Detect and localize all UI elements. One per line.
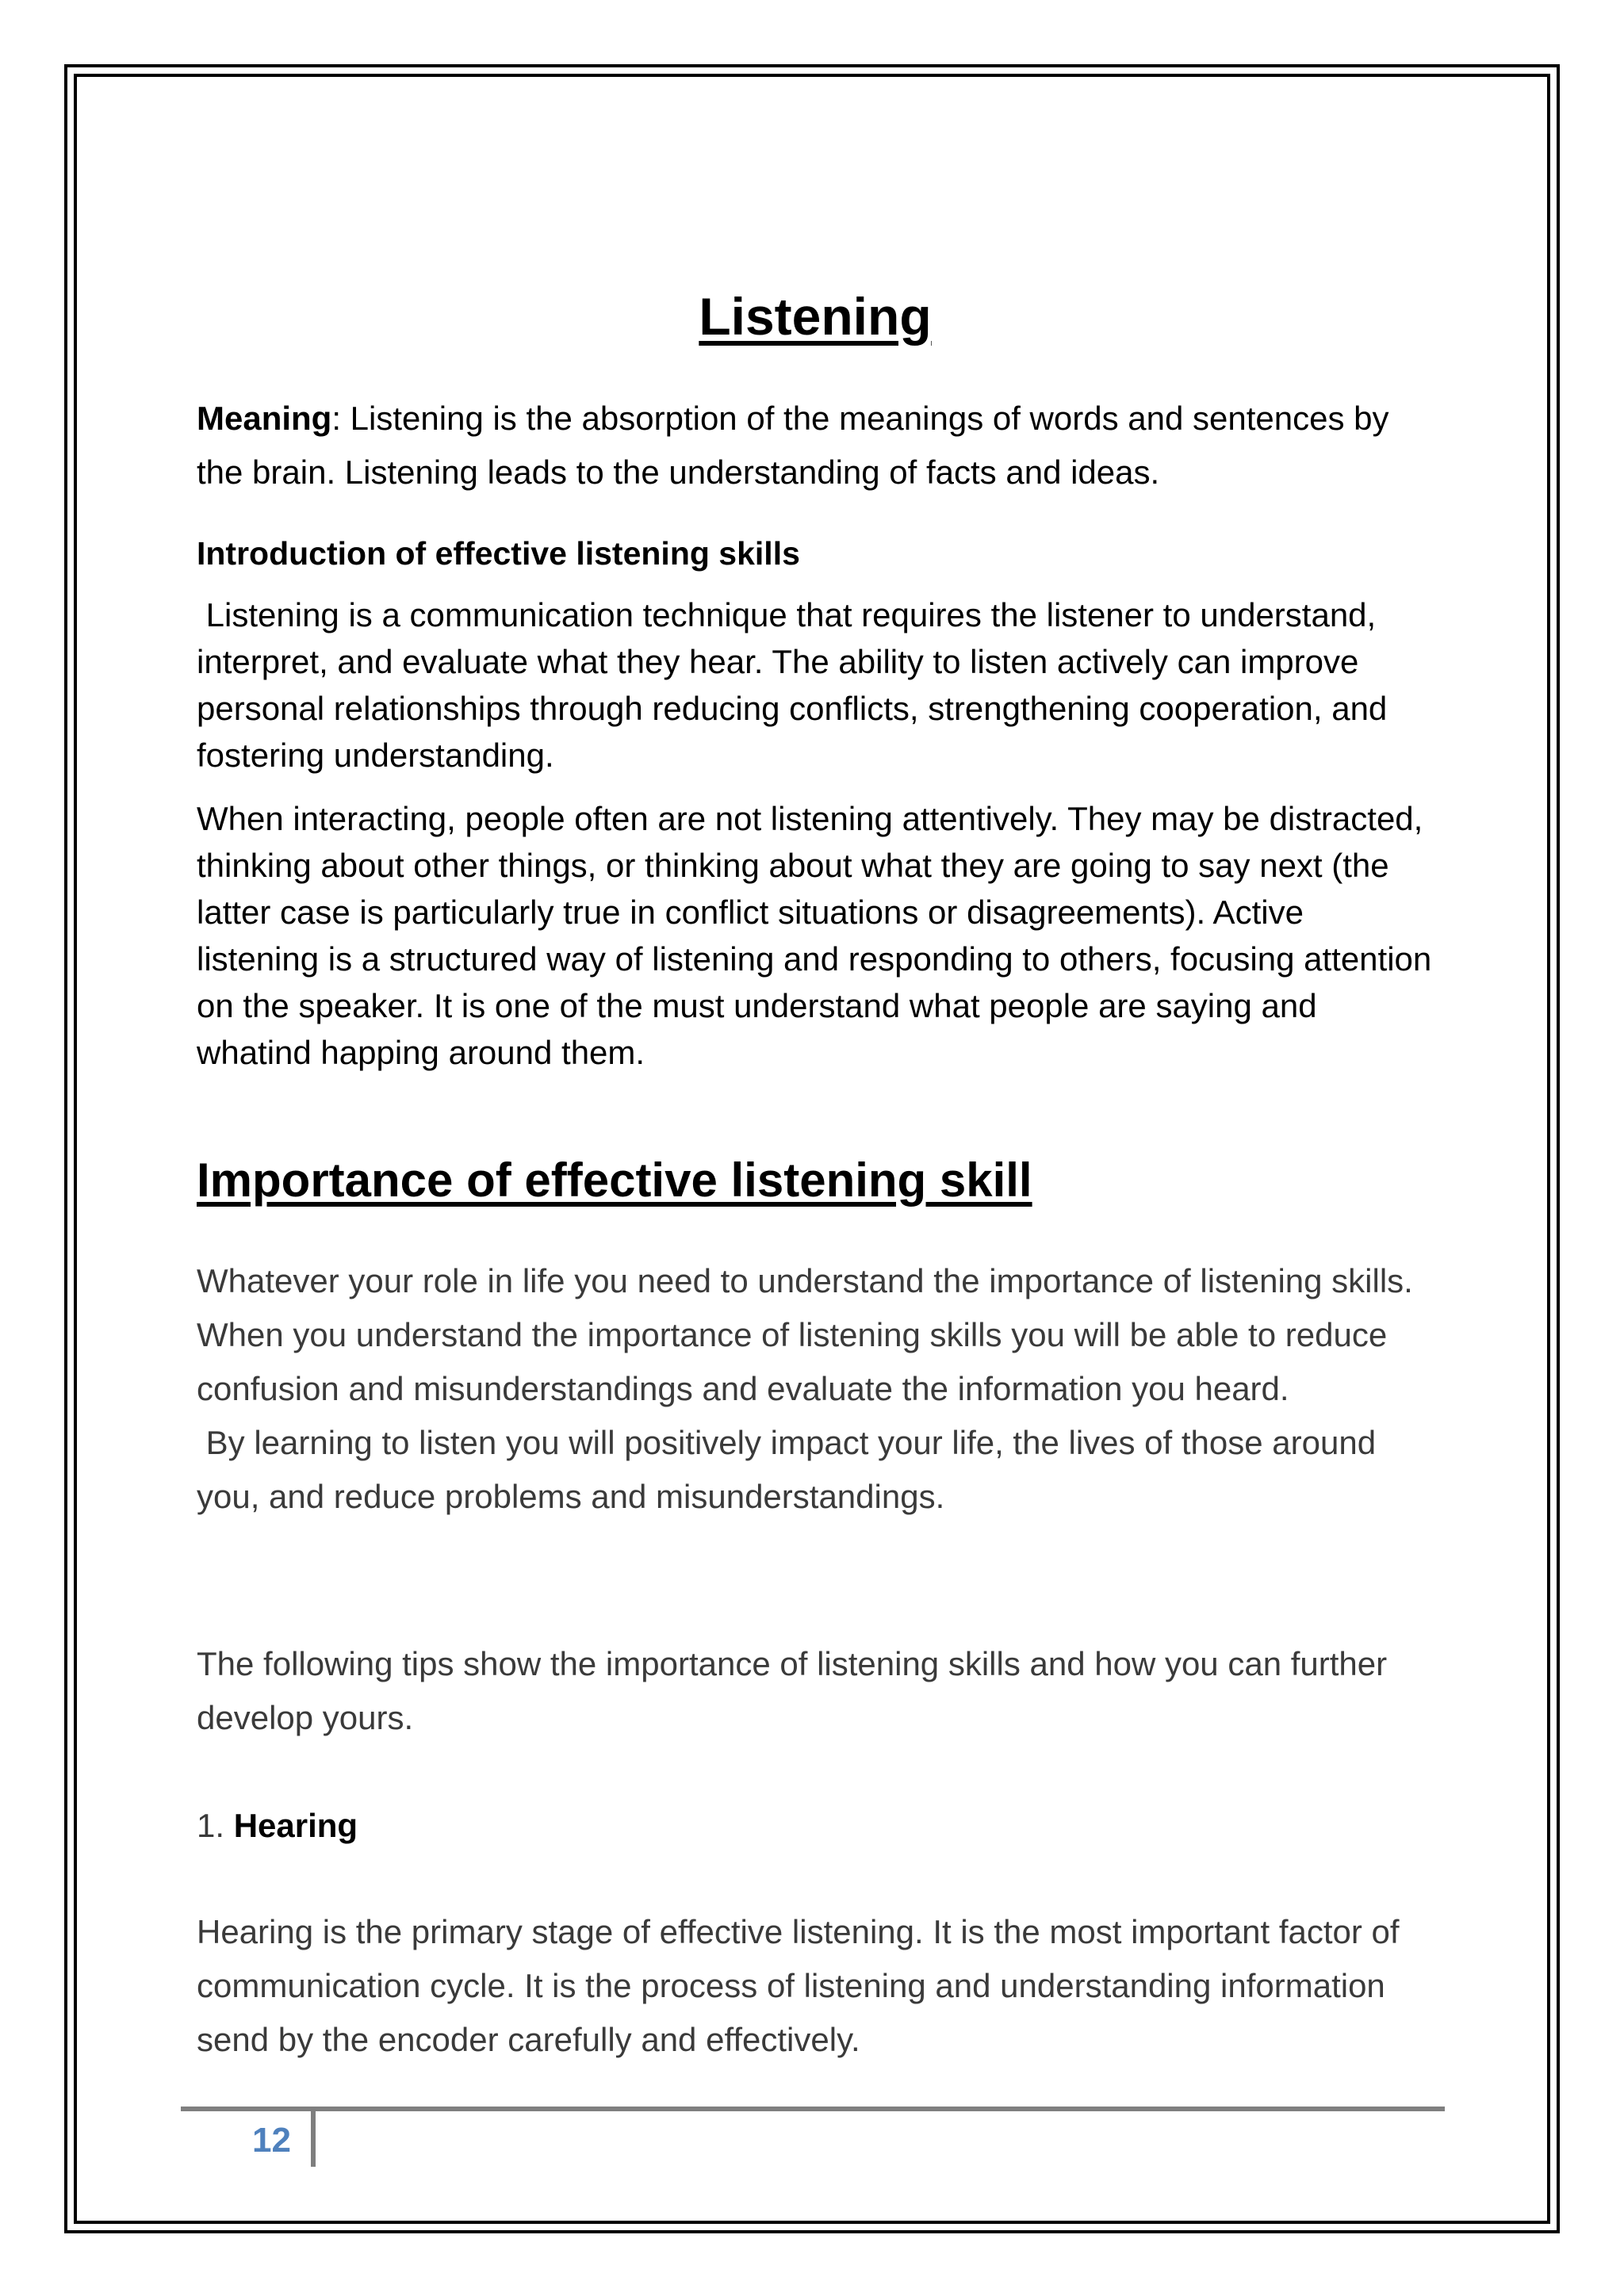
importance-paragraph-1b: By learning to listen you will positively impact your life, the lives of those around you, and reduce problems and misunderstandings. — [197, 1424, 1385, 1515]
page-number-divider — [311, 2111, 316, 2167]
importance-paragraph-2: The following tips show the importance of listening skills and how you can further develop yours. — [197, 1645, 1388, 1736]
hearing-paragraph: Hearing is the primary stage of effective listening. It is the most important factor of communication cycle. It is the process of listening and understanding information send by the encoder carefully and effectively. — [197, 1913, 1400, 2058]
intro-paragraph-2: When interacting, people often are not listening attentively. They may be distracted, thinking about other things, or thinking about what they are going to say next (the latter case is particularly true in conflict situations or disagreements). Active listening is a structured way of listening and responding to others, focusing attention on the speaker. It is one of the must understand what people are saying and whatind happing around them. — [197, 800, 1432, 1071]
footer-rule — [181, 2107, 1445, 2111]
page-number: 12 — [252, 2121, 291, 2160]
page-title: Listening — [699, 287, 932, 346]
list-item-number: 1. — [197, 1807, 234, 1844]
intro-heading: Introduction of effective listening skills — [197, 535, 800, 572]
importance-paragraph-1 — [197, 1254, 1434, 1524]
importance-paragraph-1a: Whatever your role in life you need to understand the importance of listening skills. When you understand the importance of listening skills you will be able to reduce confusion and misunderstandings and evaluate the information you heard. — [197, 1262, 1413, 1407]
meaning-text: : Listening is the absorption of the meanings of words and sentences by the brain. Listening leads to the understanding of facts and ideas. — [197, 400, 1389, 491]
intro-paragraph-1: Listening is a communication technique that requires the listener to understand, interpret, and evaluate what they hear. The ability to listen actively can improve personal relationships through reducing conflicts, strengthening cooperation, and fostering understanding. — [197, 596, 1396, 774]
importance-heading: Importance of effective listening skill — [197, 1154, 1032, 1207]
meaning-paragraph — [197, 392, 1434, 499]
list-item-hearing — [197, 1799, 1434, 1853]
list-item-title: Hearing — [233, 1807, 358, 1844]
meaning-label: Meaning — [197, 400, 332, 437]
